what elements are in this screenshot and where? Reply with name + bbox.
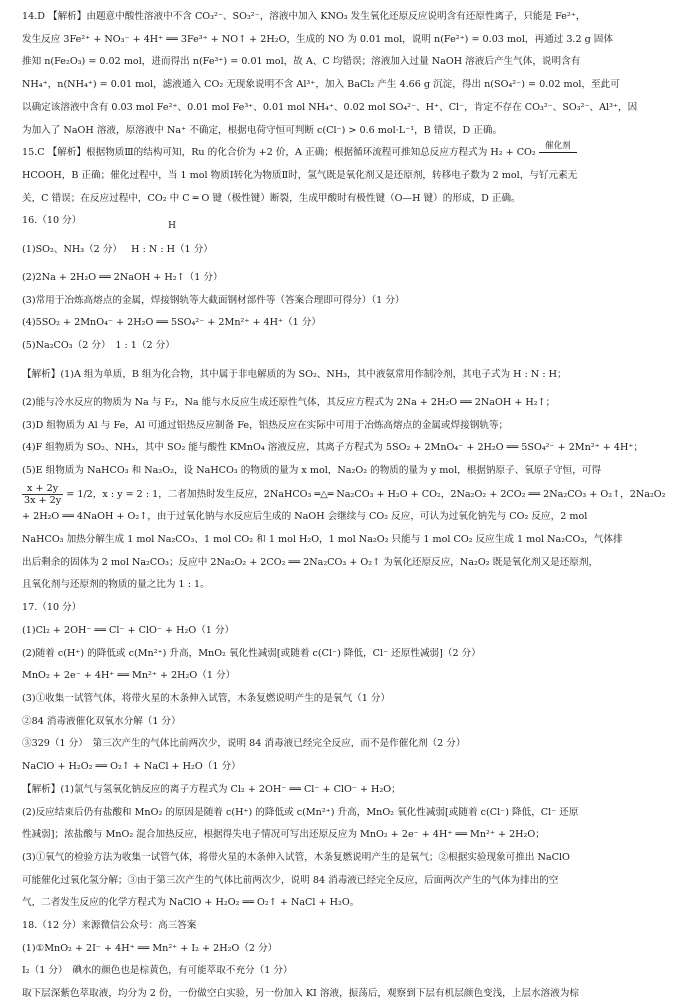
text-line: 且氧化剂与还原剂的物质的量之比为 1 : 1。 <box>22 579 210 591</box>
text-line: (2)随着 c(H⁺) 的降低或 c(Mn²⁺) 升高，MnO₂ 氧化性减弱[或随着 c(Cl⁻) 降低，Cl⁻ 还原性减弱]（2 分） <box>22 647 481 659</box>
text-line: (2)2Na + 2H₂O ══ 2NaOH + H₂↑（1 分） <box>22 272 223 284</box>
text-fragment: = 1/2，x : y = 2 : 1，二者加热时发生反应，2NaHCO₃ ═△═ Na₂CO₃ + H₂O + CO₂，2Na₂O₂ + 2CO₂ ══ 2Na₂CO₃ + O₂↑，2Na₂O₂ <box>66 488 666 500</box>
text-line <box>22 142 678 165</box>
text-line: ②84 消毒液催化双氧水分解（1 分） <box>22 715 181 727</box>
text-line: 性减弱]；浓盐酸与 MnO₂ 混合加热反应，根据得失电子情况可写出还原反应为 MnO₂ + 2e⁻ + 4H⁺ ══ Mn²⁺ + 2H₂O； <box>22 829 545 841</box>
q18-answer <box>22 915 678 1006</box>
fraction-numerator: x + 2y <box>22 483 63 495</box>
text-line: ③329（1 分） 第三次产生的气体比前两次少，说明 84 消毒液已经完全反应，而不是作催化剂（2 分） <box>22 738 466 750</box>
text-line: 出后剩余的固体为 2 mol Na₂CO₃；反应中 2Na₂O₂ + 2CO₂ ══ 2Na₂CO₃ + O₂↑ 为氧化还原反应，Na₂O₂ 既是氧化剂又是还原剂， <box>22 556 599 568</box>
q14-explanation <box>22 6 678 142</box>
text-fragment: 15.C 【解析】根据物质Ⅲ的结构可知，Ru 的化合价为 +2 价，A 正确；根据循环流程可推知总反应方程式为 H₂ + CO₂ <box>22 147 536 159</box>
text-line: 【解析】(1)A 组为单质，B 组为化合物，其中属于非电解质的为 SO₂、NH₃，其中液氨常用作制冷剂，其电子式为 H : N : H； <box>22 368 567 380</box>
text-line: (2)能与冷水反应的物质为 Na 与 F₂，Na 能与水反应生成还原性气体，其反应方程式为 2Na + 2H₂O ══ 2NaOH + H₂↑； <box>22 396 556 408</box>
text-line: (1)Cl₂ + 2OH⁻ ══ Cl⁻ + ClO⁻ + H₂O（1 分） <box>22 624 235 636</box>
fraction <box>22 483 63 506</box>
question-heading: 17.（10 分） <box>22 602 82 614</box>
text-line: (3)①氧气的检验方法为收集一试管气体，将带火星的木条伸入试管，木条复燃说明产生的是氧气；②根据实验现象可推出 NaClO <box>22 851 570 863</box>
text-line: NaHCO₃ 加热分解生成 1 mol Na₂CO₃、1 mol CO₂ 和 1 mol H₂O，1 mol Na₂O₂ 只能与 1 mol CO₂ 反应生成 1 mol Na₂CO₃，气体排 <box>22 534 623 546</box>
electron-formula <box>131 221 213 267</box>
text-line: 气，二者发生反应的化学方程式为 NaClO + H₂O₂ ══ O₂↑ + NaCl + H₂O。 <box>22 897 360 909</box>
text-line: (5)E 组物质为 NaHCO₃ 和 Na₂O₂，设 NaHCO₃ 的物质的量为 x mol，Na₂O₂ 的物质的量为 y mol，根据钠原子、氧原子守恒，可得 <box>22 464 602 476</box>
text-line: (3)常用于冶炼高熔点的金属，焊接钢轨等大截面钢材部件等（答案合理即可得分）（1 分） <box>22 294 405 306</box>
text-line: 发生反应 3Fe²⁺ + NO₃⁻ + 4H⁺ ══ 3Fe³⁺ + NO↑ + 2H₂O，生成的 NO 为 0.01 mol，说明 n(Fe²⁺) = 0.03 mol，再通过 3.2 g 固体 <box>22 33 613 45</box>
q17-answer <box>22 597 678 915</box>
q15-explanation <box>22 142 678 210</box>
electron-formula-top-h: H <box>168 221 176 232</box>
text-line: (3)D 组物质为 Al 与 Fe，Al 可通过铝热反应制备 Fe，铝热反应在实际中可用于冶炼高熔点的金属或焊接钢轨等； <box>22 419 509 431</box>
text-line: 14.D 【解析】由题意中酸性溶液中不含 CO₃²⁻、SO₃²⁻，溶液中加入 KNO₃ 发生氧化还原反应说明含有还原性离子，只能是 Fe²⁺， <box>22 11 586 22</box>
text-line <box>22 483 678 507</box>
text-line: 为加入了 NaOH 溶液，原溶液中 Na⁺ 不确定，根据电荷守恒可判断 c(Cl⁻) > 0.6 mol·L⁻¹，B 错误，D 正确。 <box>22 124 503 136</box>
text-line: MnO₂ + 2e⁻ + 4H⁺ ══ Mn²⁺ + 2H₂O（1 分） <box>22 670 236 682</box>
text-line: 关，C 错误；在反应过程中，CO₂ 中 C ═ O 键（极性键）断裂，生成甲酸时有极性键（O—H 键）的形成，D 正确。 <box>22 192 521 204</box>
text-line: 【解析】(1)氯气与氢氧化钠反应的离子方程式为 Cl₂ + 2OH⁻ ══ Cl⁻ + ClO⁻ + H₂O； <box>22 783 401 795</box>
text-line: NH₄⁺，n(NH₄⁺) = 0.01 mol，滤液通入 CO₂ 无现象说明不含 Al³⁺，加入 BaCl₂ 产生 4.66 g 沉淀，得出 n(SO₄²⁻) = 0.02 mol，至此可 <box>22 79 620 91</box>
text-line: 推知 n(Fe₂O₃) = 0.02 mol，进而得出 n(Fe³⁺) = 0.01 mol，故 A、C 均错误；溶液加入过量 NaOH 溶液后产生气体，说明含有 <box>22 56 581 68</box>
text-line: + 2H₂O ══ 4NaOH + O₂↑，由于过氧化钠与水反应后生成的 NaOH 会继续与 CO₂ 反应，可认为过氧化钠先与 CO₂ 反应，2 mol <box>22 511 588 523</box>
text-line: (3)①收集一试管气体，将带火星的木条伸入试管，木条复燃说明产生的是氧气（1 分） <box>22 692 391 704</box>
question-heading: 18.（12 分）来源微信公众号：高三答案 <box>22 920 197 932</box>
text-line: 取下层深紫色萃取液，均分为 2 份，一份做空白实验，另一份加入 KI 溶液，振荡后，观察到下层有机层颜色变浅，上层水溶液为棕 <box>22 988 579 1000</box>
text-line: (4)F 组物质为 SO₂、NH₃，其中 SO₂ 能与酸性 KMnO₄ 溶液反应，其离子方程式为 5SO₂ + 2MnO₄⁻ + 2H₂O ══ 5SO₄²⁻ + 2Mn²⁺ + 4H⁺； <box>22 442 643 454</box>
text-line: I₂（1 分） 碘水的颜色也是棕黄色，有可能萃取不充分（1 分） <box>22 965 293 977</box>
text-line: (1)①MnO₂ + 2I⁻ + 4H⁺ ══ Mn²⁺ + I₂ + 2H₂O（2 分） <box>22 942 278 954</box>
text-line: (5)Na₂CO₃（2 分） 1 : 1（2 分） <box>22 340 175 352</box>
text-line: 以确定该溶液中含有 0.03 mol Fe²⁺、0.01 mol Fe³⁺、0.01 mol NH₄⁺、0.02 mol SO₄²⁻、H⁺、Cl⁻，肯定不存在 CO₃²⁻、SO₃²⁻、Al³⁺，因 <box>22 101 638 113</box>
text-line: (4)5SO₂ + 2MnO₄⁻ + 2H₂O ══ 5SO₄²⁻ + 2Mn²⁺ + 4H⁺（1 分） <box>22 317 322 329</box>
text-line: 可能催化过氧化氢分解；③由于第三次产生的气体比前两次少，说明 84 消毒液已经完全反应，后面两次产生的气体为排出的空 <box>22 874 559 886</box>
text-line: (2)反应结束后仍有盐酸和 MnO₂ 的原因是随着 c(H⁺) 的降低或 c(Mn²⁺) 升高，MnO₂ 氧化性减弱[或随着 c(Cl⁻) 降低，Cl⁻ 还原 <box>22 806 579 818</box>
q16-answer <box>22 210 678 597</box>
fraction-denominator: 3x + 2y <box>24 494 62 506</box>
text-line: NaClO + H₂O₂ ══ O₂↑ + NaCl + H₂O（1 分） <box>22 761 241 773</box>
electron-formula-body: H : N : H（1 分） <box>131 244 213 256</box>
text-line: HCOOH，B 正确；催化过程中，当 1 mol 物质Ⅰ转化为物质Ⅱ时，氢气既是氧化剂又是还原剂，转移电子数为 2 mol，与钌元素无 <box>22 169 578 181</box>
catalyst-label: 催化剂 <box>545 141 571 152</box>
text-fragment: (1)SO₂、NH₃（2 分） <box>22 244 123 256</box>
question-heading: 16.（10 分） <box>22 215 82 227</box>
